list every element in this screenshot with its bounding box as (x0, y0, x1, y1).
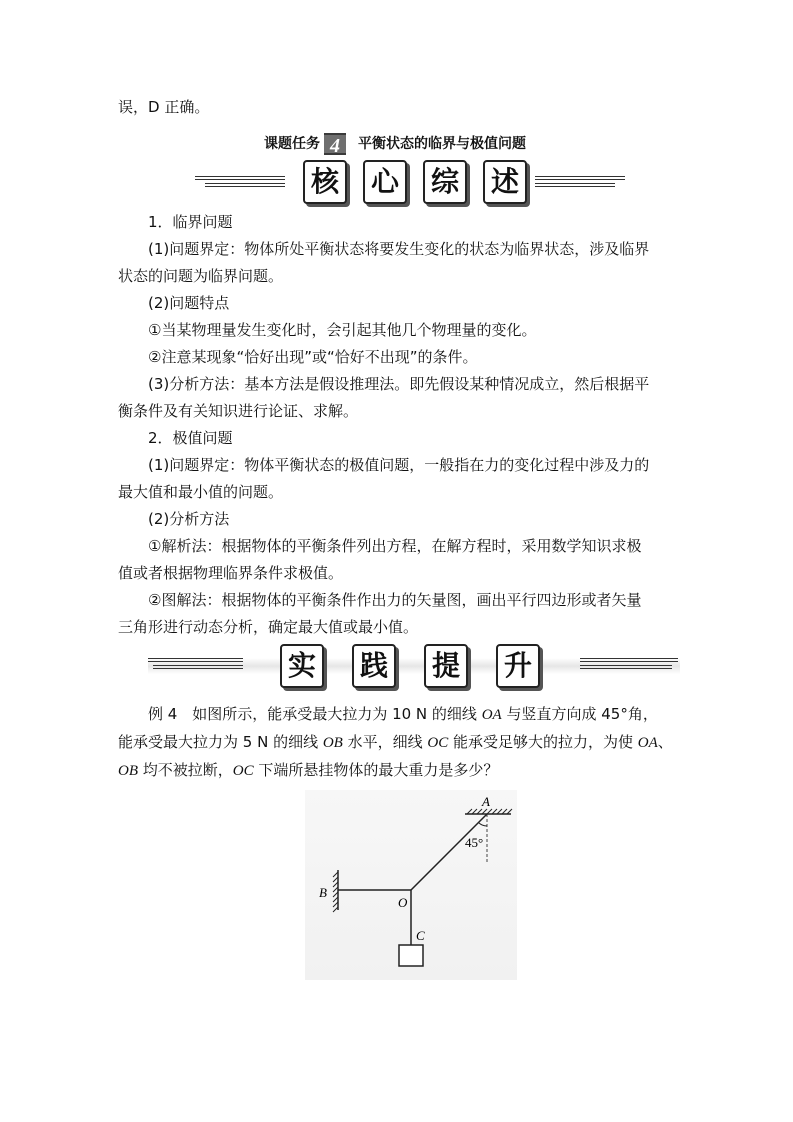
task-title-text: 平衡状态的临界与极值问题 (358, 136, 526, 152)
banner-char: 心 (363, 160, 407, 204)
task-title (264, 133, 526, 155)
banner-rule-right (535, 176, 625, 180)
paragraph: (3)分析方法：基本方法是假设推理法。即先假设某种情况成立，然后根据平 (148, 375, 650, 393)
banner-char: 综 (423, 160, 467, 204)
banner-char: 升 (496, 644, 540, 688)
paragraph: ①解析法：根据物体的平衡条件列出方程，在解方程时，采用数学知识求极 (148, 537, 642, 555)
paragraph: (2)分析方法 (148, 510, 230, 528)
paragraph: ②图解法：根据物体的平衡条件作出力的矢量图，画出平行四边形或者矢量 (148, 591, 642, 609)
banner-char: 提 (424, 644, 468, 688)
paragraph: 三角形进行动态分析，确定最大值或最小值。 (118, 618, 419, 636)
banner-rule-left (148, 658, 243, 662)
banner-char: 践 (352, 644, 396, 688)
banner-rule-left (153, 665, 243, 669)
hanging-block (399, 945, 423, 966)
label-C: C (416, 928, 425, 943)
banner-practice (148, 644, 680, 690)
banner-core-summary (195, 160, 630, 206)
banner-rule-right (580, 658, 678, 662)
paragraph: (2)问题特点 (148, 294, 230, 312)
banner-rule-left (205, 183, 285, 187)
paragraph: 衡条件及有关知识进行论证、求解。 (118, 402, 359, 420)
banner-char: 核 (303, 160, 347, 204)
task-number: 4 (324, 133, 346, 155)
banner-char: 述 (483, 160, 527, 204)
paragraph: 状态的问题为临界问题。 (118, 267, 284, 285)
paragraph: ②注意某现象“恰好出现”或“恰好不出现”的条件。 (148, 348, 478, 366)
label-B: B (319, 885, 327, 900)
banner-char: 实 (280, 644, 324, 688)
force-diagram (305, 790, 517, 980)
label-A: A (482, 794, 490, 809)
section2-heading: 2．极值问题 (148, 429, 233, 447)
paragraph: 值或者根据物理临界条件求极值。 (118, 564, 344, 582)
paragraph: (1)问题界定：物体所处平衡状态将要发生变化的状态为临界状态，涉及临界 (148, 240, 650, 258)
example-line-1: 例 4 如图所示，能承受最大拉力为 10 N 的细线 OA 与竖直方向成 45°角， (148, 705, 658, 723)
task-prefix: 课题任务 (264, 136, 320, 152)
section1-heading: 1．临界问题 (148, 213, 233, 231)
paragraph: (1)问题界定：物体平衡状态的极值问题，一般指在力的变化过程中涉及力的 (148, 456, 650, 474)
label-O: O (398, 895, 408, 910)
example-line-3: OB 均不被拉断，OC 下端所悬挂物体的最大重力是多少？ (118, 761, 499, 779)
top-line: 误，D 正确。 (118, 98, 210, 116)
banner-rule-right (580, 665, 672, 669)
paragraph: ①当某物理量发生变化时，会引起其他几个物理量的变化。 (148, 321, 537, 339)
angle-label: 45° (465, 835, 484, 850)
paragraph: 最大值和最小值的问题。 (118, 483, 284, 501)
banner-rule-left (195, 176, 285, 180)
example-line-2: 能承受最大拉力为 5 N 的细线 OB 水平，细线 OC 能承受足够大的拉力，为使 OA、 (118, 733, 673, 751)
banner-rule-right (535, 183, 615, 187)
